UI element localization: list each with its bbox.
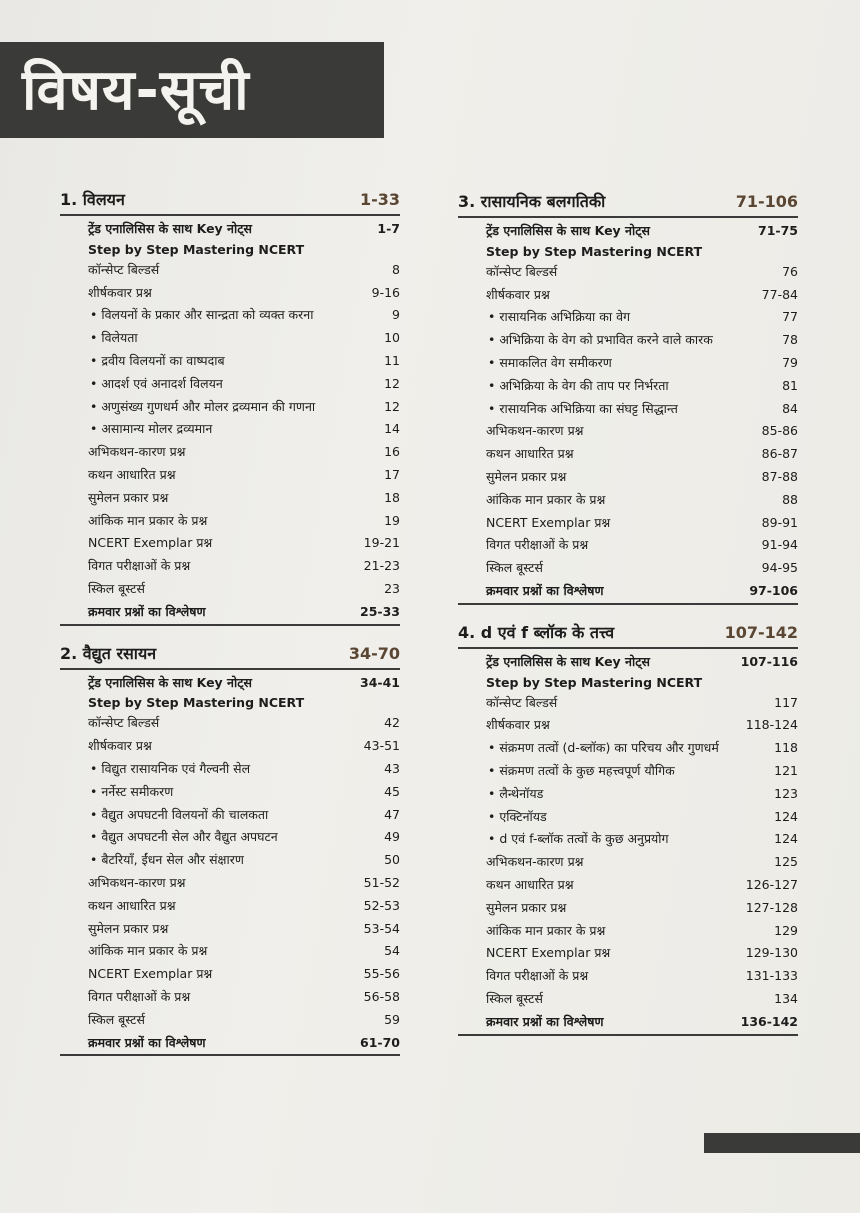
section-heading (60, 188, 400, 216)
section-page-range: 71-106 (735, 192, 798, 211)
toc-entry-page: 94-95 (761, 560, 798, 576)
toc-entry-page: 17 (384, 466, 400, 482)
toc-entry-label: • विद्युत रासायनिक एवं गैल्वनी सेल (90, 758, 250, 781)
toc-entry-page: 12 (384, 398, 400, 414)
toc-entry (60, 712, 400, 735)
toc-entry (60, 940, 400, 963)
toc-entry-page: 52-53 (363, 897, 400, 913)
toc-entry (60, 532, 400, 555)
toc-entry-page: 78 (782, 332, 798, 348)
toc-entry-page: 50 (384, 852, 400, 868)
toc-entry (60, 804, 400, 827)
toc-entry-label: • विलयनों के प्रकार और सान्द्रता को व्यक्त करना (90, 304, 313, 327)
toc-entry-label: अभिकथन-कारण प्रश्न (88, 874, 186, 890)
toc-entry-label: • संक्रमण तत्वों के कुछ महत्त्वपूर्ण यौगिक (488, 760, 675, 783)
toc-entry (60, 895, 400, 918)
footer-bar (704, 1133, 860, 1153)
toc-entry-label: कॉन्सेप्ट बिल्डर्स (486, 694, 558, 710)
toc-entry (60, 849, 400, 872)
toc-entry-label: • विलेयता (90, 327, 138, 350)
toc-entry-page: 10 (384, 330, 400, 346)
toc-section-2 (60, 642, 400, 1057)
toc-entry-page: 124 (774, 808, 798, 824)
toc-entry-page: 21-23 (363, 558, 400, 574)
toc-entry-page: 45 (384, 783, 400, 799)
toc-entry (458, 942, 798, 965)
toc-entry-label: • द्रवीय विलयनों का वाष्पदाब (90, 350, 225, 373)
toc-entry (60, 350, 400, 373)
toc-entry (458, 965, 798, 988)
toc-entry (458, 1011, 798, 1036)
toc-entry-label: • समाकलित वेग समीकरण (488, 352, 612, 375)
toc-entry (60, 872, 400, 895)
toc-entry-label: Step by Step Mastering NCERT (486, 674, 703, 690)
toc-entry-page: 125 (774, 854, 798, 870)
toc-entry-label: कथन आधारित प्रश्न (88, 897, 176, 913)
toc-entry (60, 578, 400, 601)
toc-entry-label: • अभिक्रिया के वेग को प्रभावित करने वाले कारक (488, 329, 713, 352)
toc-entry-label: विगत परीक्षाओं के प्रश्न (88, 558, 191, 574)
toc-entry (60, 781, 400, 804)
toc-entry (60, 441, 400, 464)
toc-entry-label: शीर्षकवार प्रश्न (486, 286, 550, 302)
toc-entry-label: शीर्षकवार प्रश्न (88, 284, 152, 300)
toc-entry-label: ट्रेंड एनालिसिस के साथ Key नोट्स (486, 223, 650, 238)
toc-entry-label: विगत परीक्षाओं के प्रश्न (88, 988, 191, 1004)
toc-entry-label: स्किल बूस्टर्स (88, 580, 145, 596)
toc-entry-label: ट्रेंड एनालिसिस के साथ Key नोट्स (88, 221, 252, 236)
toc-entry (458, 261, 798, 284)
toc-entry-label: सुमेलन प्रकार प्रश्न (88, 489, 169, 505)
toc-entry-label: आंकिक मान प्रकार के प्रश्न (88, 512, 208, 528)
toc-entry (458, 760, 798, 783)
toc-entry-page: 42 (384, 715, 400, 731)
toc-entry-label: • लैन्थेनॉयड (488, 783, 543, 806)
toc-entry (458, 920, 798, 943)
toc-entry-label: क्रमवार प्रश्नों का विश्लेषण (486, 1013, 604, 1029)
toc-entry-label: सुमेलन प्रकार प्रश्न (486, 899, 567, 915)
toc-entry-page: 79 (782, 354, 798, 370)
toc-entry (458, 806, 798, 829)
toc-entry-page: 87-88 (761, 468, 798, 484)
toc-entry-page: 61-70 (360, 1034, 400, 1050)
toc-entry-label: • नर्नेस्ट समीकरण (90, 781, 173, 804)
section-page-range: 34-70 (348, 643, 400, 663)
toc-entry-label: कॉन्सेप्ट बिल्डर्स (486, 263, 558, 279)
toc-section-3 (458, 190, 798, 605)
toc-entry-label: NCERT Exemplar प्रश्न (486, 945, 611, 961)
toc-entry (458, 466, 798, 489)
toc-entry-page: 43 (384, 760, 400, 776)
toc-entry-page: 49 (384, 829, 400, 845)
toc-entry (458, 329, 798, 352)
toc-entry (60, 555, 400, 578)
toc-entry-page: 129-130 (745, 945, 798, 961)
toc-column-left (60, 188, 400, 1056)
toc-entry (60, 1009, 400, 1032)
toc-entry-page: 97-106 (749, 582, 798, 598)
toc-entry-label: विगत परीक्षाओं के प्रश्न (486, 537, 589, 553)
toc-entry-label: • रासायनिक अभिक्रिया का वेग (488, 306, 630, 329)
section-page-range: 107-142 (724, 622, 798, 642)
toc-entry-label: स्किल बूस्टर्स (486, 990, 543, 1006)
toc-entry-label: Step by Step Mastering NCERT (486, 243, 703, 259)
toc-entry-page: 51-52 (363, 874, 400, 890)
toc-entry (458, 420, 798, 443)
toc-entry-label: ट्रेंड एनालिसिस के साथ Key नोट्स (88, 674, 252, 690)
toc-entry-page: 124 (774, 831, 798, 847)
section-title: 1. विलयन (60, 190, 125, 209)
toc-entry-page: 76 (782, 263, 798, 279)
section-title: 3. रासायनिक बलगतिकी (458, 192, 606, 211)
toc-entry-page: 47 (384, 806, 400, 822)
toc-entry-page: 134 (774, 990, 798, 1006)
toc-entry (458, 398, 798, 421)
section-heading (458, 190, 798, 218)
toc-entry-label: आंकिक मान प्रकार के प्रश्न (486, 922, 606, 938)
toc-entry-page: 118-124 (745, 717, 798, 733)
toc-entry-page: 136-142 (740, 1013, 798, 1029)
toc-entry-label: क्रमवार प्रश्नों का विश्लेषण (486, 582, 604, 598)
toc-entry-label: सुमेलन प्रकार प्रश्न (486, 468, 567, 484)
toc-section-1 (60, 188, 400, 626)
toc-entry-label: अभिकथन-कारण प्रश्न (88, 444, 186, 460)
toc-entry-label: विगत परीक्षाओं के प्रश्न (486, 968, 589, 984)
toc-entry (60, 601, 400, 626)
toc-entry-page: 55-56 (363, 966, 400, 982)
toc-entry (458, 580, 798, 605)
toc-entry-page: 16 (384, 444, 400, 460)
toc-entry-label: कथन आधारित प्रश्न (486, 876, 574, 892)
toc-entry-page: 54 (384, 943, 400, 959)
section-title: 2. वैद्युत रसायन (60, 643, 157, 663)
toc-entry (60, 396, 400, 419)
toc-entry-page: 1-7 (377, 221, 400, 236)
toc-entry-page: 59 (384, 1011, 400, 1027)
toc-entry (60, 373, 400, 396)
toc-entry-page: 56-58 (363, 988, 400, 1004)
toc-entry-page: 14 (384, 421, 400, 437)
toc-entry-label: • अणुसंख्य गुणधर्म और मोलर द्रव्यमान की गणना (90, 396, 315, 419)
toc-entry-page: 86-87 (761, 446, 798, 462)
toc-entry (60, 826, 400, 849)
toc-entry-label: • एक्टिनॉयड (488, 806, 547, 829)
toc-entry-label: कॉन्सेप्ट बिल्डर्स (88, 261, 160, 277)
toc-entry (458, 851, 798, 874)
toc-entry-label: कथन आधारित प्रश्न (88, 466, 176, 482)
toc-entry-label: • बैटरियाँ, ईंधन सेल और संक्षारण (90, 849, 244, 872)
section-title: 4. d एवं f ब्लॉक के तत्त्व (458, 622, 615, 642)
toc-entry (458, 243, 798, 261)
toc-entry-label: अभिकथन-कारण प्रश्न (486, 854, 584, 870)
toc-entry-page: 34-41 (360, 674, 400, 690)
section-heading (60, 642, 400, 670)
toc-entry-label: कथन आधारित प्रश्न (486, 446, 574, 462)
toc-entry (458, 737, 798, 760)
toc-entry-label: कॉन्सेप्ट बिल्डर्स (88, 715, 160, 731)
toc-entry (458, 651, 798, 674)
toc-entry (458, 534, 798, 557)
toc-entry-label: क्रमवार प्रश्नों का विश्लेषण (88, 1034, 206, 1050)
toc-entry (458, 897, 798, 920)
toc-entry-page: 131-133 (745, 968, 798, 984)
toc-entry-label: NCERT Exemplar प्रश्न (486, 514, 611, 530)
toc-entry-page: 11 (384, 352, 400, 368)
toc-entry-label: स्किल बूस्टर्स (486, 560, 543, 576)
toc-entry-page: 43-51 (363, 738, 400, 754)
toc-entry-label: • संक्रमण तत्वों (d-ब्लॉक) का परिचय और गुणधर्म (488, 737, 719, 760)
toc-entry-label: ट्रेंड एनालिसिस के साथ Key नोट्स (486, 653, 650, 669)
toc-entry (458, 375, 798, 398)
toc-entry (60, 282, 400, 305)
section-heading (458, 621, 798, 649)
toc-entry (60, 1032, 400, 1057)
toc-entry-label: • अभिक्रिया के वेग की ताप पर निर्भरता (488, 375, 669, 398)
toc-entry-page: 25-33 (360, 603, 400, 619)
toc-entry (60, 464, 400, 487)
toc-entry-page: 127-128 (745, 899, 798, 915)
toc-column-right (458, 190, 798, 1036)
toc-entry (458, 512, 798, 535)
toc-entry-label: शीर्षकवार प्रश्न (486, 717, 550, 733)
toc-entry (60, 241, 400, 259)
toc-entry (458, 306, 798, 329)
toc-entry (60, 327, 400, 350)
toc-entry-page: 117 (774, 694, 798, 710)
toc-entry-page: 88 (782, 491, 798, 507)
toc-entry (458, 557, 798, 580)
toc-entry (458, 874, 798, 897)
toc-entry-label: • वैद्युत अपघटनी सेल और वैद्युत अपघटन (90, 826, 278, 849)
toc-entry (60, 758, 400, 781)
toc-entry (60, 963, 400, 986)
toc-entry (60, 259, 400, 282)
toc-entry-page: 12 (384, 375, 400, 391)
toc-entry-label: • d एवं f-ब्लॉक तत्वों के कुछ अनुप्रयोग (488, 828, 669, 851)
toc-entry-page: 123 (774, 785, 798, 801)
toc-entry (458, 714, 798, 737)
toc-entry-page: 9-16 (371, 284, 400, 300)
toc-entry-page: 85-86 (761, 423, 798, 439)
toc-entry-label: Step by Step Mastering NCERT (88, 695, 305, 711)
page-title-banner (0, 42, 384, 138)
toc-entry (60, 487, 400, 510)
toc-entry (60, 218, 400, 241)
toc-entry-label: • रासायनिक अभिक्रिया का संघट्ट सिद्धान्त (488, 398, 678, 421)
toc-entry-page: 19-21 (363, 535, 400, 551)
toc-entry (60, 986, 400, 1009)
toc-entry (458, 783, 798, 806)
toc-entry-page: 19 (384, 512, 400, 528)
toc-entry-label: स्किल बूस्टर्स (88, 1011, 145, 1027)
toc-entry-label: क्रमवार प्रश्नों का विश्लेषण (88, 603, 206, 619)
toc-entry (458, 489, 798, 512)
toc-entry-label: • आदर्श एवं अनादर्श विलयन (90, 373, 223, 396)
toc-entry (60, 735, 400, 758)
toc-entry (458, 220, 798, 243)
toc-entry-label: • वैद्युत अपघटनी विलयनों की चालकता (90, 804, 268, 827)
toc-entry (60, 694, 400, 712)
toc-section-4 (458, 621, 798, 1036)
page-title: विषय-सूची (22, 58, 250, 123)
toc-entry (458, 674, 798, 692)
toc-entry (60, 672, 400, 695)
toc-entry-page: 91-94 (761, 537, 798, 553)
toc-entry-label: अभिकथन-कारण प्रश्न (486, 423, 584, 439)
section-page-range: 1-33 (359, 190, 400, 209)
toc-entry (458, 284, 798, 307)
toc-entry (458, 692, 798, 715)
toc-entry-label: शीर्षकवार प्रश्न (88, 738, 152, 754)
toc-entry-label: सुमेलन प्रकार प्रश्न (88, 920, 169, 936)
toc-entry (60, 918, 400, 941)
toc-entry-page: 81 (782, 377, 798, 393)
toc-entry (458, 443, 798, 466)
toc-entry (60, 510, 400, 533)
toc-entry-page: 18 (384, 489, 400, 505)
toc-entry-page: 129 (774, 922, 798, 938)
toc-entry (60, 304, 400, 327)
toc-entry (458, 988, 798, 1011)
toc-entry-page: 121 (774, 762, 798, 778)
toc-entry-page: 77-84 (761, 286, 798, 302)
toc-entry-label: • असामान्य मोलर द्रव्यमान (90, 418, 212, 441)
toc-entry-page: 71-75 (758, 223, 798, 238)
toc-entry-page: 118 (774, 740, 798, 756)
toc-entry (60, 418, 400, 441)
toc-entry-page: 89-91 (761, 514, 798, 530)
toc-entry-label: Step by Step Mastering NCERT (88, 241, 305, 257)
toc-entry-page: 77 (782, 309, 798, 325)
toc-entry-page: 53-54 (363, 920, 400, 936)
toc-entry-page: 9 (392, 307, 400, 323)
toc-entry-page: 107-116 (740, 653, 798, 669)
toc-entry-page: 23 (384, 580, 400, 596)
toc-entry-page: 84 (782, 400, 798, 416)
toc-entry-label: NCERT Exemplar प्रश्न (88, 535, 213, 551)
toc-entry (458, 352, 798, 375)
toc-entry-page: 126-127 (745, 876, 798, 892)
toc-entry (458, 828, 798, 851)
toc-entry-page: 8 (392, 261, 400, 277)
toc-entry-label: आंकिक मान प्रकार के प्रश्न (486, 491, 606, 507)
toc-entry-label: NCERT Exemplar प्रश्न (88, 966, 213, 982)
toc-entry-label: आंकिक मान प्रकार के प्रश्न (88, 943, 208, 959)
